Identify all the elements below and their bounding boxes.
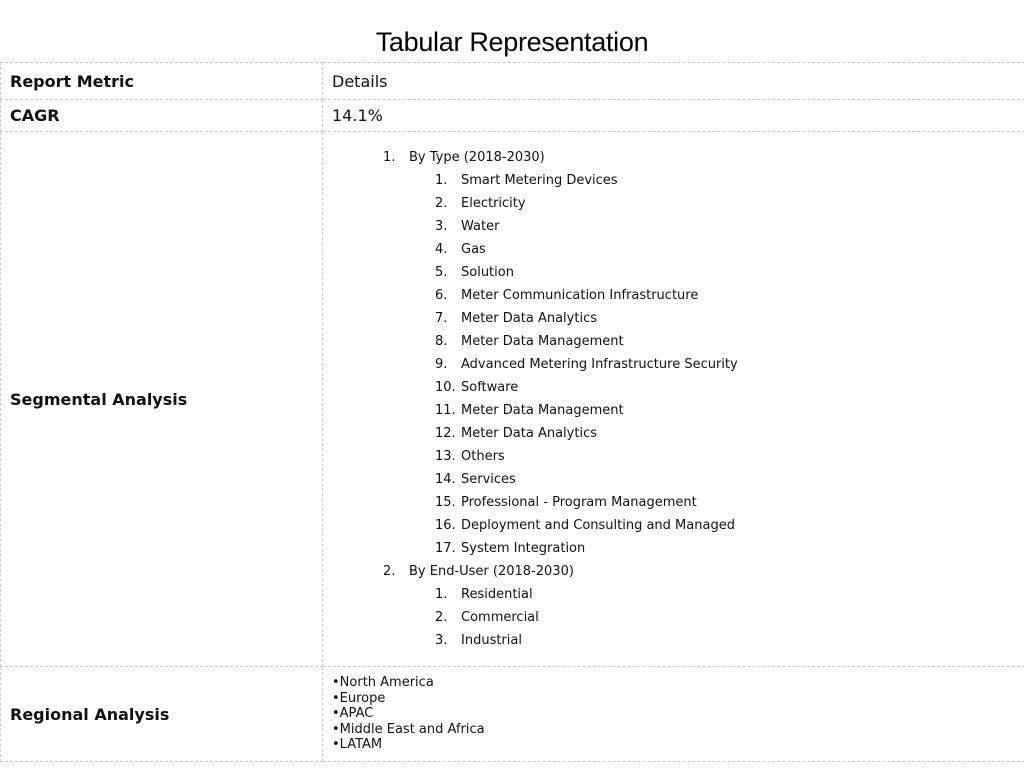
list-number: 3. xyxy=(435,633,448,648)
list-number: 9. xyxy=(435,357,448,372)
segmental-label: Segmental Analysis xyxy=(1,132,323,667)
list-item-label: Others xyxy=(461,449,505,464)
segment-item xyxy=(332,514,1015,537)
segment-item xyxy=(332,330,1015,353)
list-item-label: Electricity xyxy=(461,196,526,211)
list-number: 12. xyxy=(435,426,456,441)
list-number: 1. xyxy=(435,173,448,188)
list-item: •Europe xyxy=(332,690,386,706)
segment-item xyxy=(332,422,1015,445)
segment-item xyxy=(332,192,1015,215)
list-item: •APAC xyxy=(332,706,374,722)
list-number: 6. xyxy=(435,288,448,303)
segment-item xyxy=(332,284,1015,307)
list-number: 11. xyxy=(435,403,456,418)
list-item-label: Meter Communication Infrastructure xyxy=(461,288,699,303)
segment-item xyxy=(332,583,1015,606)
regional-label: Regional Analysis xyxy=(1,667,323,762)
segmental-value-cell xyxy=(323,132,1024,667)
list-item-label: Water xyxy=(461,219,500,234)
list-item-label: Industrial xyxy=(461,633,522,648)
list-number: 10. xyxy=(435,380,456,395)
list-item-label: Professional - Program Management xyxy=(461,495,697,510)
segment-category xyxy=(332,146,1015,169)
list-item: •LATAM xyxy=(332,737,383,753)
segment-item xyxy=(332,353,1015,376)
table-row-cagr xyxy=(1,100,1024,132)
segment-item xyxy=(332,261,1015,284)
segment-item xyxy=(332,491,1015,514)
list-item-label: By Type (2018-2030) xyxy=(409,150,545,165)
list-number: 17. xyxy=(435,541,456,556)
list-number: 16. xyxy=(435,518,456,533)
list-item-label: By End-User (2018-2030) xyxy=(409,564,574,579)
segment-item xyxy=(332,169,1015,192)
segment-item xyxy=(332,376,1015,399)
list-number: 14. xyxy=(435,472,456,487)
segment-item xyxy=(332,307,1015,330)
list-number: 2. xyxy=(435,610,448,625)
segment-item xyxy=(332,445,1015,468)
segment-item xyxy=(332,468,1015,491)
segment-item xyxy=(332,537,1015,560)
list-item-label: System Integration xyxy=(461,541,586,556)
segment-item xyxy=(332,238,1015,261)
list-number: 7. xyxy=(435,311,448,326)
list-item-label: Meter Data Analytics xyxy=(461,426,597,441)
list-item-label: Commercial xyxy=(461,610,539,625)
segment-list xyxy=(332,146,1015,652)
cagr-value: 14.1% xyxy=(323,100,1024,132)
list-number: 2. xyxy=(383,564,396,579)
list-item-label: Residential xyxy=(461,587,533,602)
list-item-label: Meter Data Management xyxy=(461,334,624,349)
cagr-label: CAGR xyxy=(1,100,323,132)
list-number: 3. xyxy=(435,219,448,234)
table-row-segmental xyxy=(1,132,1024,667)
regional-value-cell xyxy=(323,667,1024,762)
segment-item xyxy=(332,606,1015,629)
list-item: •North America xyxy=(332,675,434,691)
list-item: •Middle East and Africa xyxy=(332,721,485,737)
page-title: Tabular Representation xyxy=(375,27,649,57)
list-item-label: Advanced Metering Infrastructure Security xyxy=(461,357,738,372)
list-number: 8. xyxy=(435,334,448,349)
list-number: 13. xyxy=(435,449,456,464)
header-metric-cell: Report Metric xyxy=(1,63,323,100)
list-number: 1. xyxy=(383,150,396,165)
list-number: 15. xyxy=(435,495,456,510)
table-header-row xyxy=(1,63,1024,100)
table-row-regional xyxy=(1,667,1024,762)
list-number: 2. xyxy=(435,196,448,211)
segment-category xyxy=(332,560,1015,583)
report-table xyxy=(0,62,1024,762)
list-number: 1. xyxy=(435,587,448,602)
segment-item xyxy=(332,215,1015,238)
list-item-label: Services xyxy=(461,472,516,487)
segment-item xyxy=(332,629,1015,652)
list-item-label: Meter Data Analytics xyxy=(461,311,597,326)
list-number: 4. xyxy=(435,242,448,257)
list-item-label: Software xyxy=(461,380,519,395)
list-item-label: Deployment and Consulting and Managed xyxy=(461,518,735,533)
header-details-cell: Details xyxy=(323,63,1024,100)
list-item-label: Meter Data Management xyxy=(461,403,624,418)
list-item-label: Solution xyxy=(461,265,514,280)
region-list xyxy=(332,675,1015,752)
segment-item xyxy=(332,399,1015,422)
list-item-label: Smart Metering Devices xyxy=(461,173,618,188)
list-item-label: Gas xyxy=(461,242,486,257)
list-number: 5. xyxy=(435,265,448,280)
